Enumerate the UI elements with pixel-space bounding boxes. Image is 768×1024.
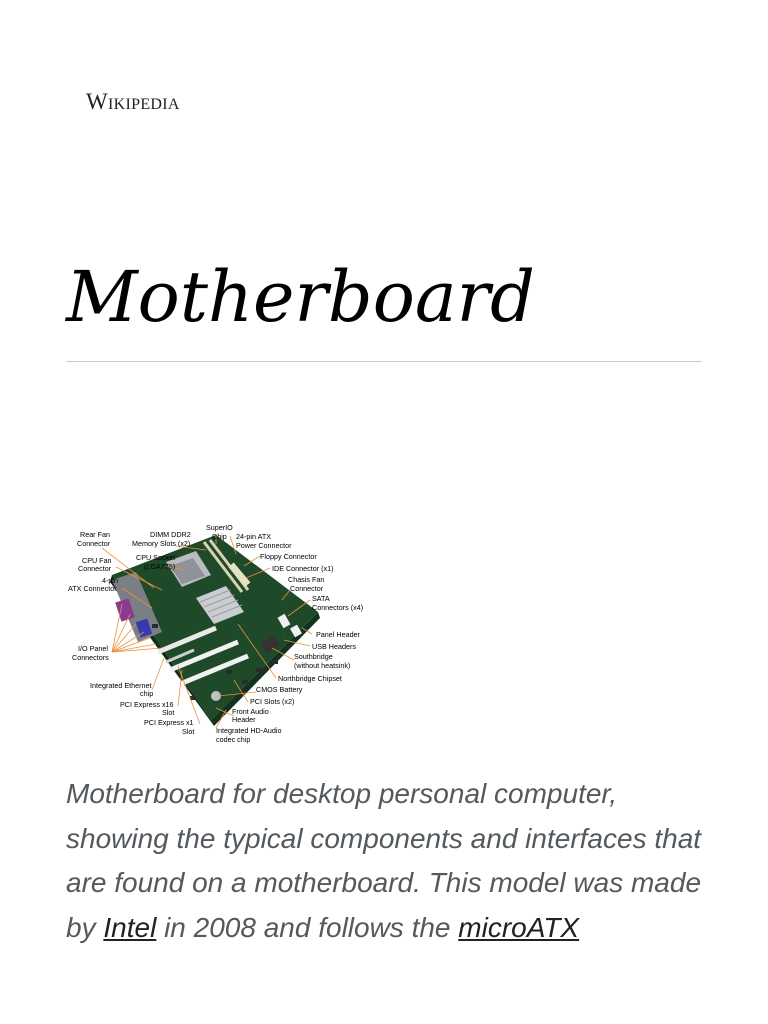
motherboard-figure[interactable] [66, 520, 370, 745]
label-panel-header: Panel Header [316, 630, 360, 639]
label-ethernet: Integrated Ethernet [90, 681, 152, 690]
label-ide: IDE Connector (x1) [272, 564, 334, 573]
label-pcie1-2: Slot [182, 727, 195, 736]
label-cpu-fan-2: Connector [78, 564, 112, 573]
label-pcie16-2: Slot [162, 708, 175, 717]
label-atx24-2: Power Connector [236, 541, 292, 550]
caption-text-1: Motherboard for desktop personal computer, showing the typical components and interfaces that are found on a motherboard. This model was made by [66, 778, 702, 943]
label-dimm-2: Memory Slots (x2) [132, 539, 191, 548]
label-cpu-socket: CPU Socket [136, 553, 176, 562]
label-atx24: 24-pin ATX [236, 532, 272, 541]
label-sata-2: Connectors (x4) [312, 603, 364, 612]
wikipedia-logo[interactable]: Wikipedia [86, 89, 180, 114]
figure-caption [66, 772, 716, 950]
intel-link[interactable]: Intel [103, 911, 157, 943]
label-cpu-fan: CPU Fan [82, 556, 112, 565]
label-cpu-socket-2: (LGA775) [144, 562, 176, 571]
label-dimm: DIMM DDR2 [150, 530, 191, 539]
label-northbridge: Northbridge Chipset [278, 674, 342, 683]
label-hda: Integrated HD-Audio [216, 726, 282, 735]
label-southbridge: Southbridge [294, 652, 333, 661]
label-chassis: Chasis Fan [288, 575, 325, 584]
label-floppy: Floppy Connector [260, 552, 317, 561]
label-hda-2: codec chip [216, 735, 251, 744]
label-superio: SuperIO [206, 523, 233, 532]
label-io: I/O Panel [78, 644, 108, 653]
label-pci: PCI Slots (x2) [250, 697, 295, 706]
label-pcie1: PCI Express x1 [144, 718, 194, 727]
label-io-2: Connectors [72, 653, 109, 662]
caption-text-2: in 2008 and follows the [156, 911, 459, 943]
label-usb: USB Headers [312, 642, 356, 651]
label-southbridge-2: (without heatsink) [294, 661, 351, 670]
label-pcie16: PCI Express x16 [120, 700, 174, 709]
label-front-audio-2: Header [232, 715, 256, 724]
label-cmos: CMOS Battery [256, 685, 303, 694]
motherboard-diagram [66, 520, 370, 745]
label-rear-fan: Rear Fan [80, 530, 110, 539]
title-divider [66, 361, 702, 362]
label-chassis-2: Connector [290, 584, 324, 593]
label-rear-fan-2: Connector [77, 539, 111, 548]
page-title: Motherboard [66, 256, 535, 338]
label-sata: SATA [312, 594, 330, 603]
label-4pin-2: ATX Connector [68, 584, 117, 593]
label-superio-2: Chip [212, 532, 227, 541]
label-ethernet-2: chip [140, 689, 154, 698]
microatx-link[interactable]: microATX [458, 911, 580, 943]
label-4pin: 4-pin [102, 576, 118, 585]
label-front-audio: Front Audio [232, 707, 269, 716]
